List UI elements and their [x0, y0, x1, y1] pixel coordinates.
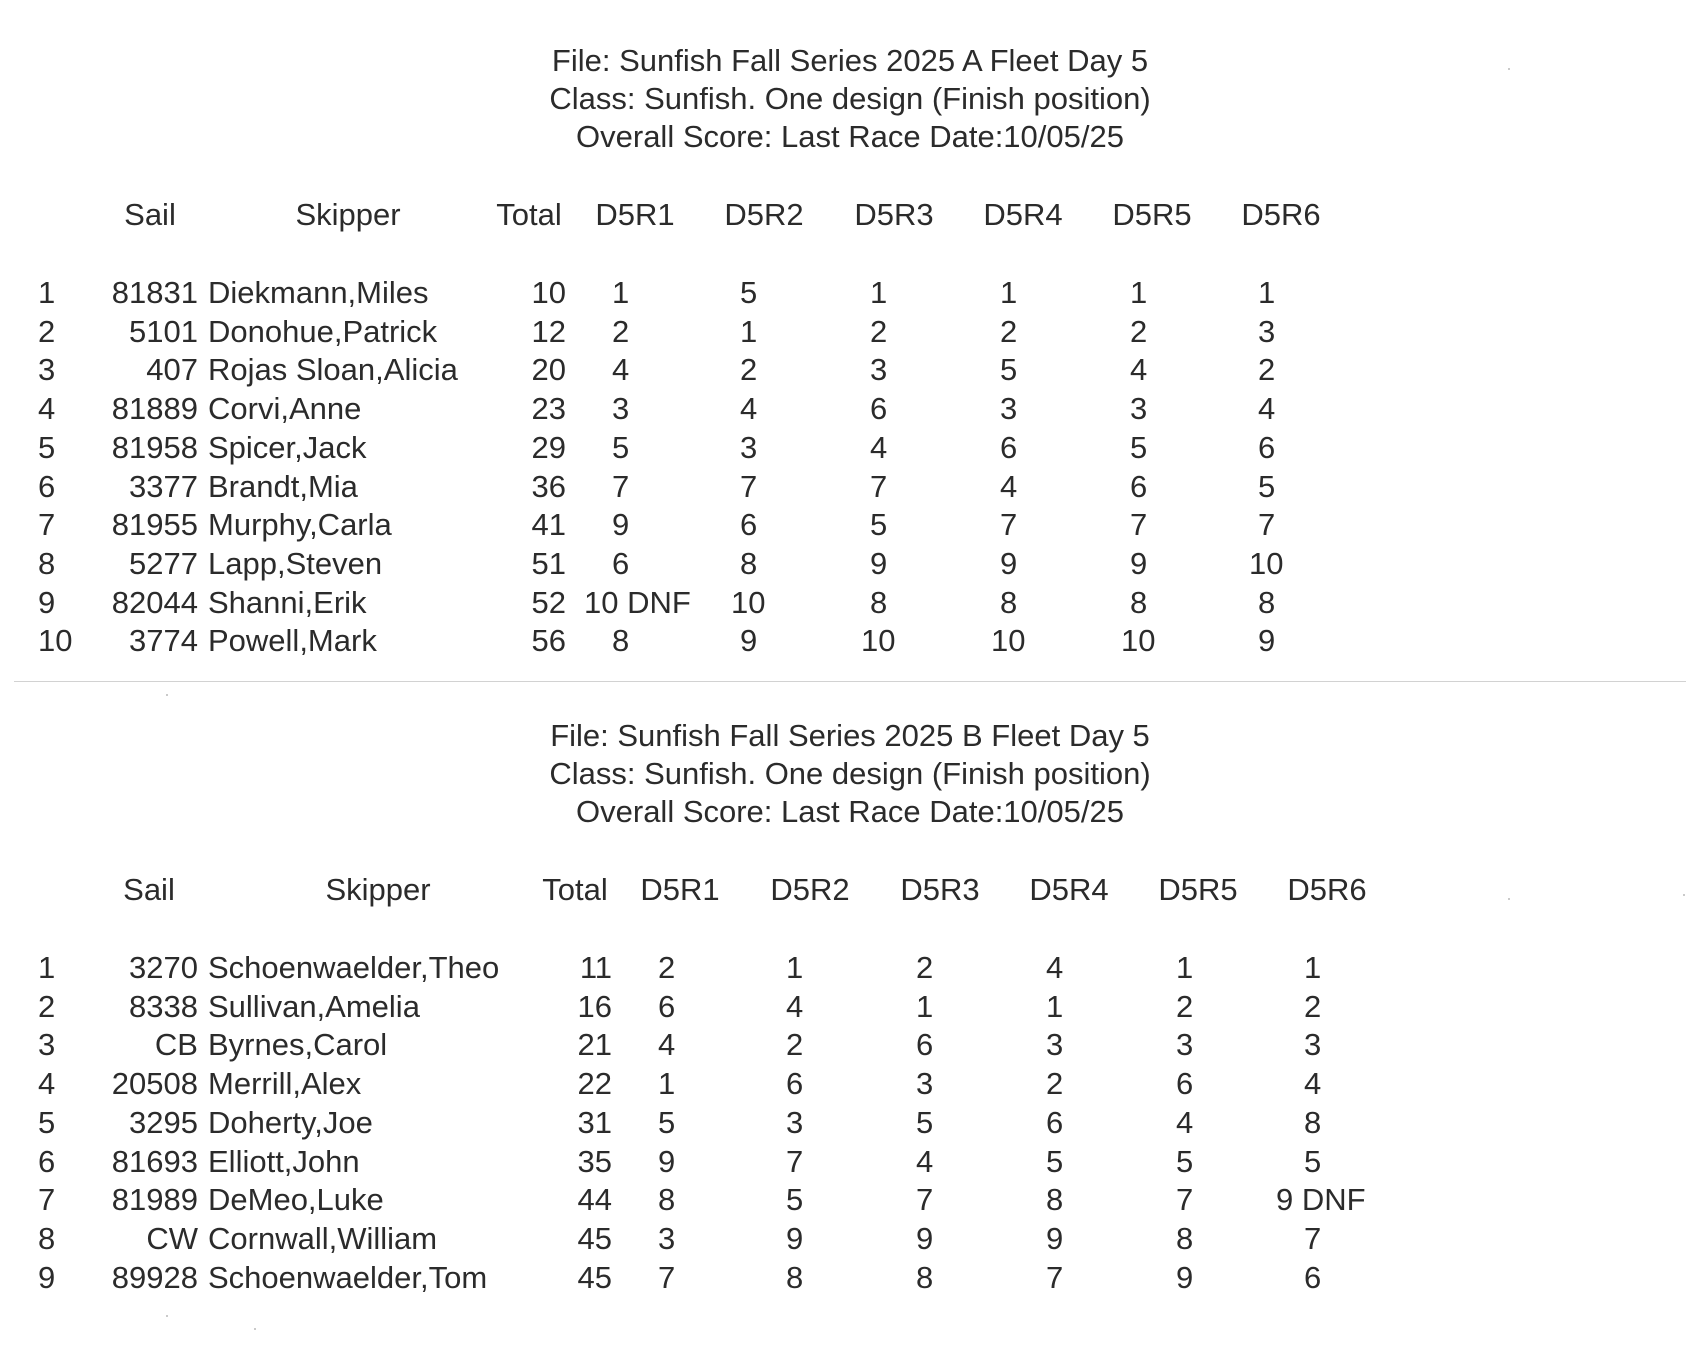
sail-number-cell: 3270	[129, 950, 198, 985]
race-result-cell: 8	[1046, 1182, 1064, 1218]
rank-cell: 7	[38, 1182, 56, 1218]
skipper-cell: Lapp,Steven	[208, 545, 383, 581]
race-result-cell: 2	[612, 313, 630, 349]
table-row	[0, 313, 1700, 351]
race-result-cell: 4	[1046, 950, 1064, 985]
race-result-cell: 10	[1249, 545, 1284, 581]
fleet-b-score-line: Overall Score: Last Race Date:10/05/25	[576, 794, 1124, 829]
fleet-a-score-line: Overall Score: Last Race Date:10/05/25	[576, 119, 1124, 154]
column-header-d5r5: D5R5	[1158, 872, 1238, 907]
table-row	[0, 1181, 1700, 1219]
race-result-cell: 4	[740, 391, 758, 427]
race-result-cell: 5	[612, 429, 630, 465]
race-result-cell: 7	[1000, 507, 1018, 543]
skipper-cell: Elliott,John	[208, 1143, 360, 1179]
race-result-cell: 8	[740, 545, 758, 581]
rank-cell: 6	[38, 468, 56, 504]
race-result-cell: 1	[916, 988, 934, 1024]
total-cell: 31	[577, 1104, 612, 1140]
sail-number-cell: 407	[146, 352, 198, 388]
race-result-cell: 7	[1130, 507, 1148, 543]
race-result-cell: 4	[612, 352, 630, 388]
table-row	[0, 988, 1700, 1026]
race-result-cell: 8	[1258, 584, 1276, 620]
sail-number-cell: 3377	[129, 468, 198, 504]
race-result-cell: 2	[740, 352, 758, 388]
race-result-cell: 3	[612, 391, 630, 427]
skipper-cell: Schoenwaelder,Tom	[208, 1259, 488, 1295]
table-row	[0, 390, 1700, 428]
race-result-cell: 3	[916, 1066, 934, 1102]
race-result-cell: 6	[1000, 429, 1018, 465]
race-result-cell: 10	[991, 623, 1026, 659]
sail-number-cell: CW	[146, 1220, 198, 1256]
skipper-cell: Schoenwaelder,Theo	[208, 950, 500, 985]
rank-cell: 4	[38, 1066, 56, 1102]
rank-cell: 3	[38, 352, 56, 388]
race-result-cell: 6	[612, 545, 630, 581]
skipper-cell: Spicer,Jack	[208, 429, 367, 465]
skipper-cell: Shanni,Erik	[208, 584, 367, 620]
rank-cell: 8	[38, 545, 56, 581]
race-result-cell: 7	[1046, 1259, 1064, 1295]
sail-number-cell: 81889	[111, 391, 198, 427]
total-cell: 16	[577, 988, 612, 1024]
race-result-cell: 5	[1046, 1143, 1064, 1179]
rank-cell: 5	[38, 1104, 56, 1140]
skipper-cell: Merrill,Alex	[208, 1066, 362, 1102]
table-row	[0, 545, 1700, 583]
table-row	[0, 468, 1700, 506]
column-header-skipper: Skipper	[325, 872, 431, 907]
table-row	[0, 1220, 1700, 1258]
race-result-cell: 3	[1130, 391, 1148, 427]
race-result-cell: 9	[1000, 545, 1018, 581]
race-result-cell: 1	[1258, 275, 1276, 310]
column-header-d5r6: D5R6	[1241, 197, 1321, 232]
table-row	[0, 584, 1700, 622]
race-result-cell: 9	[1046, 1220, 1064, 1256]
race-result-cell: 3	[658, 1220, 676, 1256]
race-result-cell: 5	[740, 275, 758, 310]
race-result-cell: 9	[1130, 545, 1148, 581]
table-row	[0, 622, 1700, 660]
sail-number-cell: 20508	[111, 1066, 198, 1102]
total-cell: 10	[531, 275, 566, 310]
column-header-d5r3: D5R3	[900, 872, 980, 907]
race-result-cell: 4	[1258, 391, 1276, 427]
race-result-cell: 6	[916, 1027, 934, 1063]
scan-speck	[166, 694, 168, 696]
race-result-cell: 5	[1258, 468, 1276, 504]
fleet-separator	[14, 681, 1686, 682]
race-result-cell: 9	[740, 623, 758, 659]
total-cell: 52	[531, 584, 566, 620]
race-result-cell: 4	[870, 429, 888, 465]
table-row	[0, 506, 1700, 544]
fleet-b-class-line: Class: Sunfish. One design (Finish position)	[549, 756, 1151, 791]
rank-cell: 2	[38, 313, 56, 349]
sail-number-cell: 89928	[111, 1259, 198, 1295]
race-result-cell: 2	[870, 313, 888, 349]
scan-speck	[1683, 894, 1685, 896]
rank-cell: 3	[38, 1027, 56, 1063]
column-header-d5r3: D5R3	[854, 197, 934, 232]
race-result-cell: 3	[1000, 391, 1018, 427]
skipper-cell: Diekmann,Miles	[208, 275, 429, 310]
race-result-cell: 8	[1176, 1220, 1194, 1256]
race-result-cell: 3	[1046, 1027, 1064, 1063]
race-result-cell: 8	[658, 1182, 676, 1218]
total-cell: 12	[531, 313, 566, 349]
race-result-cell: 5	[916, 1104, 934, 1140]
rank-cell: 5	[38, 429, 56, 465]
skipper-cell: Byrnes,Carol	[208, 1027, 388, 1063]
race-result-cell: 7	[658, 1259, 676, 1295]
fleet-b-heading	[0, 717, 1700, 831]
race-result-cell: 5	[1176, 1143, 1194, 1179]
race-result-cell: 6	[1258, 429, 1276, 465]
race-result-cell: 5	[1304, 1143, 1322, 1179]
sail-number-cell: CB	[154, 1027, 198, 1063]
race-result-cell: 2	[1176, 988, 1194, 1024]
race-result-cell: 8	[916, 1259, 934, 1295]
column-header-total: Total	[496, 197, 562, 232]
race-result-cell: 5	[786, 1182, 804, 1218]
rank-cell: 6	[38, 1143, 56, 1179]
race-result-cell: 9	[916, 1220, 934, 1256]
skipper-cell: Murphy,Carla	[208, 507, 392, 543]
race-result-cell: 10	[861, 623, 896, 659]
scan-speck	[254, 1328, 256, 1330]
total-cell: 45	[577, 1259, 612, 1295]
total-cell: 22	[577, 1066, 612, 1102]
race-result-cell: 8	[1130, 584, 1148, 620]
race-result-cell: 6	[870, 391, 888, 427]
race-result-cell: 6	[1130, 468, 1148, 504]
race-result-cell: 2	[658, 950, 676, 985]
total-cell: 44	[577, 1182, 612, 1218]
fleet-b-file-line: File: Sunfish Fall Series 2025 B Fleet Day 5	[550, 718, 1150, 753]
sail-number-cell: 81989	[111, 1182, 198, 1218]
race-result-cell: 5	[658, 1104, 676, 1140]
race-result-cell: 3	[1304, 1027, 1322, 1063]
race-result-cell: 7	[916, 1182, 934, 1218]
race-result-cell: 9	[1176, 1259, 1194, 1295]
race-result-cell: 10	[731, 584, 766, 620]
sail-number-cell: 81958	[111, 429, 198, 465]
sail-number-cell: 81831	[111, 275, 198, 310]
race-result-cell: 5	[1000, 352, 1018, 388]
skipper-cell: Brandt,Mia	[208, 468, 358, 504]
race-result-cell: 8	[870, 584, 888, 620]
race-result-cell: 7	[1258, 507, 1276, 543]
scan-speck	[166, 1315, 168, 1317]
race-result-cell: 2	[916, 950, 934, 985]
rank-cell: 10	[38, 623, 73, 659]
table-row	[0, 1065, 1700, 1103]
column-header-d5r4: D5R4	[1029, 872, 1109, 907]
race-result-cell: 9	[658, 1143, 676, 1179]
total-cell: 29	[531, 429, 566, 465]
race-result-cell: 3	[740, 429, 758, 465]
race-result-cell: 8	[786, 1259, 804, 1295]
race-result-cell: 4	[786, 988, 804, 1024]
race-result-cell: 10 DNF	[584, 584, 691, 620]
race-result-cell: 6	[1304, 1259, 1322, 1295]
race-result-cell: 6	[1176, 1066, 1194, 1102]
table-row	[0, 351, 1700, 389]
race-result-cell: 2	[1046, 1066, 1064, 1102]
table-row	[0, 949, 1700, 987]
fleet-a-file-line: File: Sunfish Fall Series 2025 A Fleet Day 5	[551, 43, 1149, 78]
column-header-d5r1: D5R1	[640, 872, 720, 907]
column-header-d5r2: D5R2	[724, 197, 804, 232]
race-result-cell: 4	[1000, 468, 1018, 504]
race-result-cell: 1	[870, 275, 888, 310]
table-row	[0, 1104, 1700, 1142]
race-result-cell: 1	[1046, 988, 1064, 1024]
column-header-d5r6: D5R6	[1287, 872, 1367, 907]
total-cell: 20	[531, 352, 566, 388]
table-row	[0, 274, 1700, 312]
race-result-cell: 8	[1304, 1104, 1322, 1140]
race-result-cell: 6	[1046, 1104, 1064, 1140]
race-result-cell: 2	[1258, 352, 1276, 388]
race-result-cell: 6	[658, 988, 676, 1024]
race-result-cell: 9	[786, 1220, 804, 1256]
race-result-cell: 1	[1304, 950, 1322, 985]
total-cell: 21	[577, 1027, 612, 1063]
column-header-d5r5: D5R5	[1112, 197, 1192, 232]
total-cell: 41	[531, 507, 566, 543]
race-result-cell: 7	[612, 468, 630, 504]
skipper-cell: Donohue,Patrick	[208, 313, 438, 349]
table-row	[0, 429, 1700, 467]
sail-number-cell: 5101	[129, 313, 198, 349]
sail-number-cell: 5277	[129, 545, 198, 581]
table-row	[0, 1143, 1700, 1181]
race-result-cell: 7	[1176, 1182, 1194, 1218]
race-result-cell: 4	[658, 1027, 676, 1063]
race-result-cell: 5	[1130, 429, 1148, 465]
sail-number-cell: 8338	[129, 988, 198, 1024]
skipper-cell: Doherty,Joe	[208, 1104, 373, 1140]
skipper-cell: Sullivan,Amelia	[208, 988, 420, 1024]
sail-number-cell: 3295	[129, 1104, 198, 1140]
race-result-cell: 2	[1130, 313, 1148, 349]
scan-speck	[1508, 898, 1510, 900]
rank-cell: 1	[38, 275, 56, 310]
race-result-cell: 7	[740, 468, 758, 504]
rank-cell: 9	[38, 1259, 56, 1295]
race-result-cell: 9	[612, 507, 630, 543]
race-result-cell: 6	[740, 507, 758, 543]
race-result-cell: 1	[612, 275, 630, 310]
race-result-cell: 6	[786, 1066, 804, 1102]
race-result-cell: 1	[1176, 950, 1194, 985]
column-header-sail: Sail	[123, 872, 175, 907]
race-result-cell: 8	[1000, 584, 1018, 620]
skipper-cell: Powell,Mark	[208, 623, 377, 659]
race-result-cell: 9 DNF	[1276, 1182, 1366, 1218]
fleet-a-class-line: Class: Sunfish. One design (Finish position)	[549, 81, 1151, 116]
skipper-cell: Cornwall,William	[208, 1220, 438, 1256]
rank-cell: 2	[38, 988, 56, 1024]
rank-cell: 4	[38, 391, 56, 427]
race-result-cell: 1	[1000, 275, 1018, 310]
race-result-cell: 2	[1304, 988, 1322, 1024]
fleet-b-column-headers	[0, 871, 1700, 909]
race-result-cell: 3	[786, 1104, 804, 1140]
total-cell: 45	[577, 1220, 612, 1256]
rank-cell: 1	[38, 950, 56, 985]
sail-number-cell: 82044	[111, 584, 198, 620]
race-result-cell: 1	[740, 313, 758, 349]
column-header-d5r4: D5R4	[983, 197, 1063, 232]
total-cell: 23	[531, 391, 566, 427]
skipper-cell: Corvi,Anne	[208, 391, 362, 427]
race-result-cell: 9	[870, 545, 888, 581]
fleet-a-column-headers	[0, 196, 1700, 234]
race-result-cell: 1	[786, 950, 804, 985]
rank-cell: 7	[38, 507, 56, 543]
race-result-cell: 3	[1176, 1027, 1194, 1063]
race-result-cell: 3	[870, 352, 888, 388]
total-cell: 35	[577, 1143, 612, 1179]
table-row	[0, 1026, 1700, 1064]
race-result-cell: 4	[1130, 352, 1148, 388]
rank-cell: 8	[38, 1220, 56, 1256]
sail-number-cell: 81693	[111, 1143, 198, 1179]
column-header-total: Total	[542, 872, 608, 907]
total-cell: 51	[531, 545, 566, 581]
fleet-a-heading	[0, 42, 1700, 156]
column-header-sail: Sail	[124, 197, 176, 232]
race-result-cell: 1	[1130, 275, 1148, 310]
race-result-cell: 8	[612, 623, 630, 659]
race-result-cell: 7	[786, 1143, 804, 1179]
race-result-cell: 4	[1176, 1104, 1194, 1140]
race-result-cell: 9	[1258, 623, 1276, 659]
race-result-cell: 7	[1304, 1220, 1322, 1256]
rank-cell: 9	[38, 584, 56, 620]
race-result-cell: 5	[870, 507, 888, 543]
total-cell: 11	[579, 950, 612, 985]
race-result-cell: 2	[786, 1027, 804, 1063]
race-result-cell: 4	[1304, 1066, 1322, 1102]
race-result-cell: 10	[1121, 623, 1156, 659]
column-header-d5r2: D5R2	[770, 872, 850, 907]
race-result-cell: 3	[1258, 313, 1276, 349]
race-result-cell: 1	[658, 1066, 676, 1102]
column-header-d5r1: D5R1	[595, 197, 675, 232]
total-cell: 36	[531, 468, 566, 504]
race-result-cell: 7	[870, 468, 888, 504]
sail-number-cell: 81955	[111, 507, 198, 543]
scan-speck	[1508, 68, 1510, 70]
skipper-cell: Rojas Sloan,Alicia	[208, 352, 458, 388]
skipper-cell: DeMeo,Luke	[208, 1182, 384, 1218]
race-result-cell: 4	[916, 1143, 934, 1179]
race-result-cell: 2	[1000, 313, 1018, 349]
table-row	[0, 1259, 1700, 1297]
column-header-skipper: Skipper	[295, 197, 401, 232]
total-cell: 56	[531, 623, 566, 659]
sail-number-cell: 3774	[129, 623, 198, 659]
